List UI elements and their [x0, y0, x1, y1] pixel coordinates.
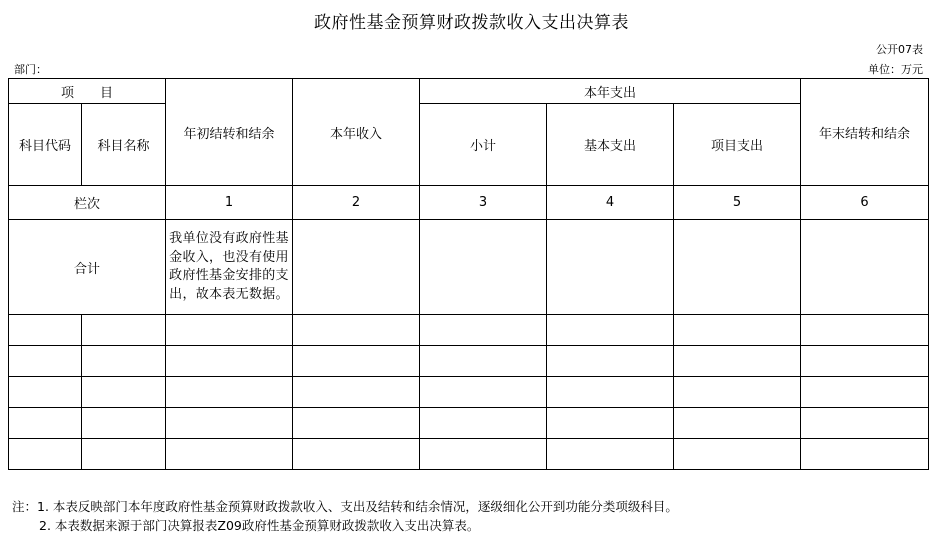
column-number: 5: [674, 186, 801, 220]
column-number: 3: [420, 186, 547, 220]
table-row: [9, 377, 929, 408]
footnote-1: 注：1. 本表反映部门本年度政府性基金预算财政拨款收入、支出及结转和结余情况，逐级细化公开到功能分类项级科目。: [12, 499, 678, 514]
header-current-expenditure: 本年支出: [420, 79, 801, 104]
column-number: 4: [547, 186, 674, 220]
total-row-label: 合计: [9, 220, 166, 315]
budget-table: [8, 78, 929, 470]
column-number: 1: [166, 186, 293, 220]
column-number: 2: [293, 186, 420, 220]
header-current-income: 本年收入: [293, 79, 420, 186]
table-cell: [293, 220, 420, 315]
no-data-note: 我单位没有政府性基金收入，也没有使用政府性基金安排的支出，故本表无数据。: [166, 220, 293, 315]
form-number: 公开07表: [876, 43, 923, 56]
table-row: [9, 346, 929, 377]
table-row: [9, 439, 929, 470]
department-label: 部门：: [14, 63, 47, 76]
page-title: 政府性基金预算财政拨款收入支出决算表: [314, 13, 629, 33]
header-project-expenditure: 项目支出: [674, 104, 801, 186]
unit-label: 单位：万元: [868, 63, 923, 76]
table-cell: [547, 220, 674, 315]
footnotes: [12, 497, 678, 535]
footnote-2: 2. 本表数据来源于部门决算报表Z09政府性基金预算财政拨款收入支出决算表。: [39, 518, 480, 533]
header-closing-balance: 年末结转和结余: [801, 79, 929, 186]
table-cell: [420, 220, 547, 315]
header-opening-balance: 年初结转和结余: [166, 79, 293, 186]
table-row: [9, 315, 929, 346]
header-basic-expenditure: 基本支出: [547, 104, 674, 186]
table-cell: [801, 220, 929, 315]
table-cell: [674, 220, 801, 315]
column-number: 6: [801, 186, 929, 220]
header-subtotal: 小计: [420, 104, 547, 186]
column-row-label: 栏次: [9, 186, 166, 220]
table-row: [9, 408, 929, 439]
header-item: 项 目: [9, 79, 166, 104]
header-subject-code: 科目代码: [9, 104, 82, 186]
header-subject-name: 科目名称: [82, 104, 166, 186]
